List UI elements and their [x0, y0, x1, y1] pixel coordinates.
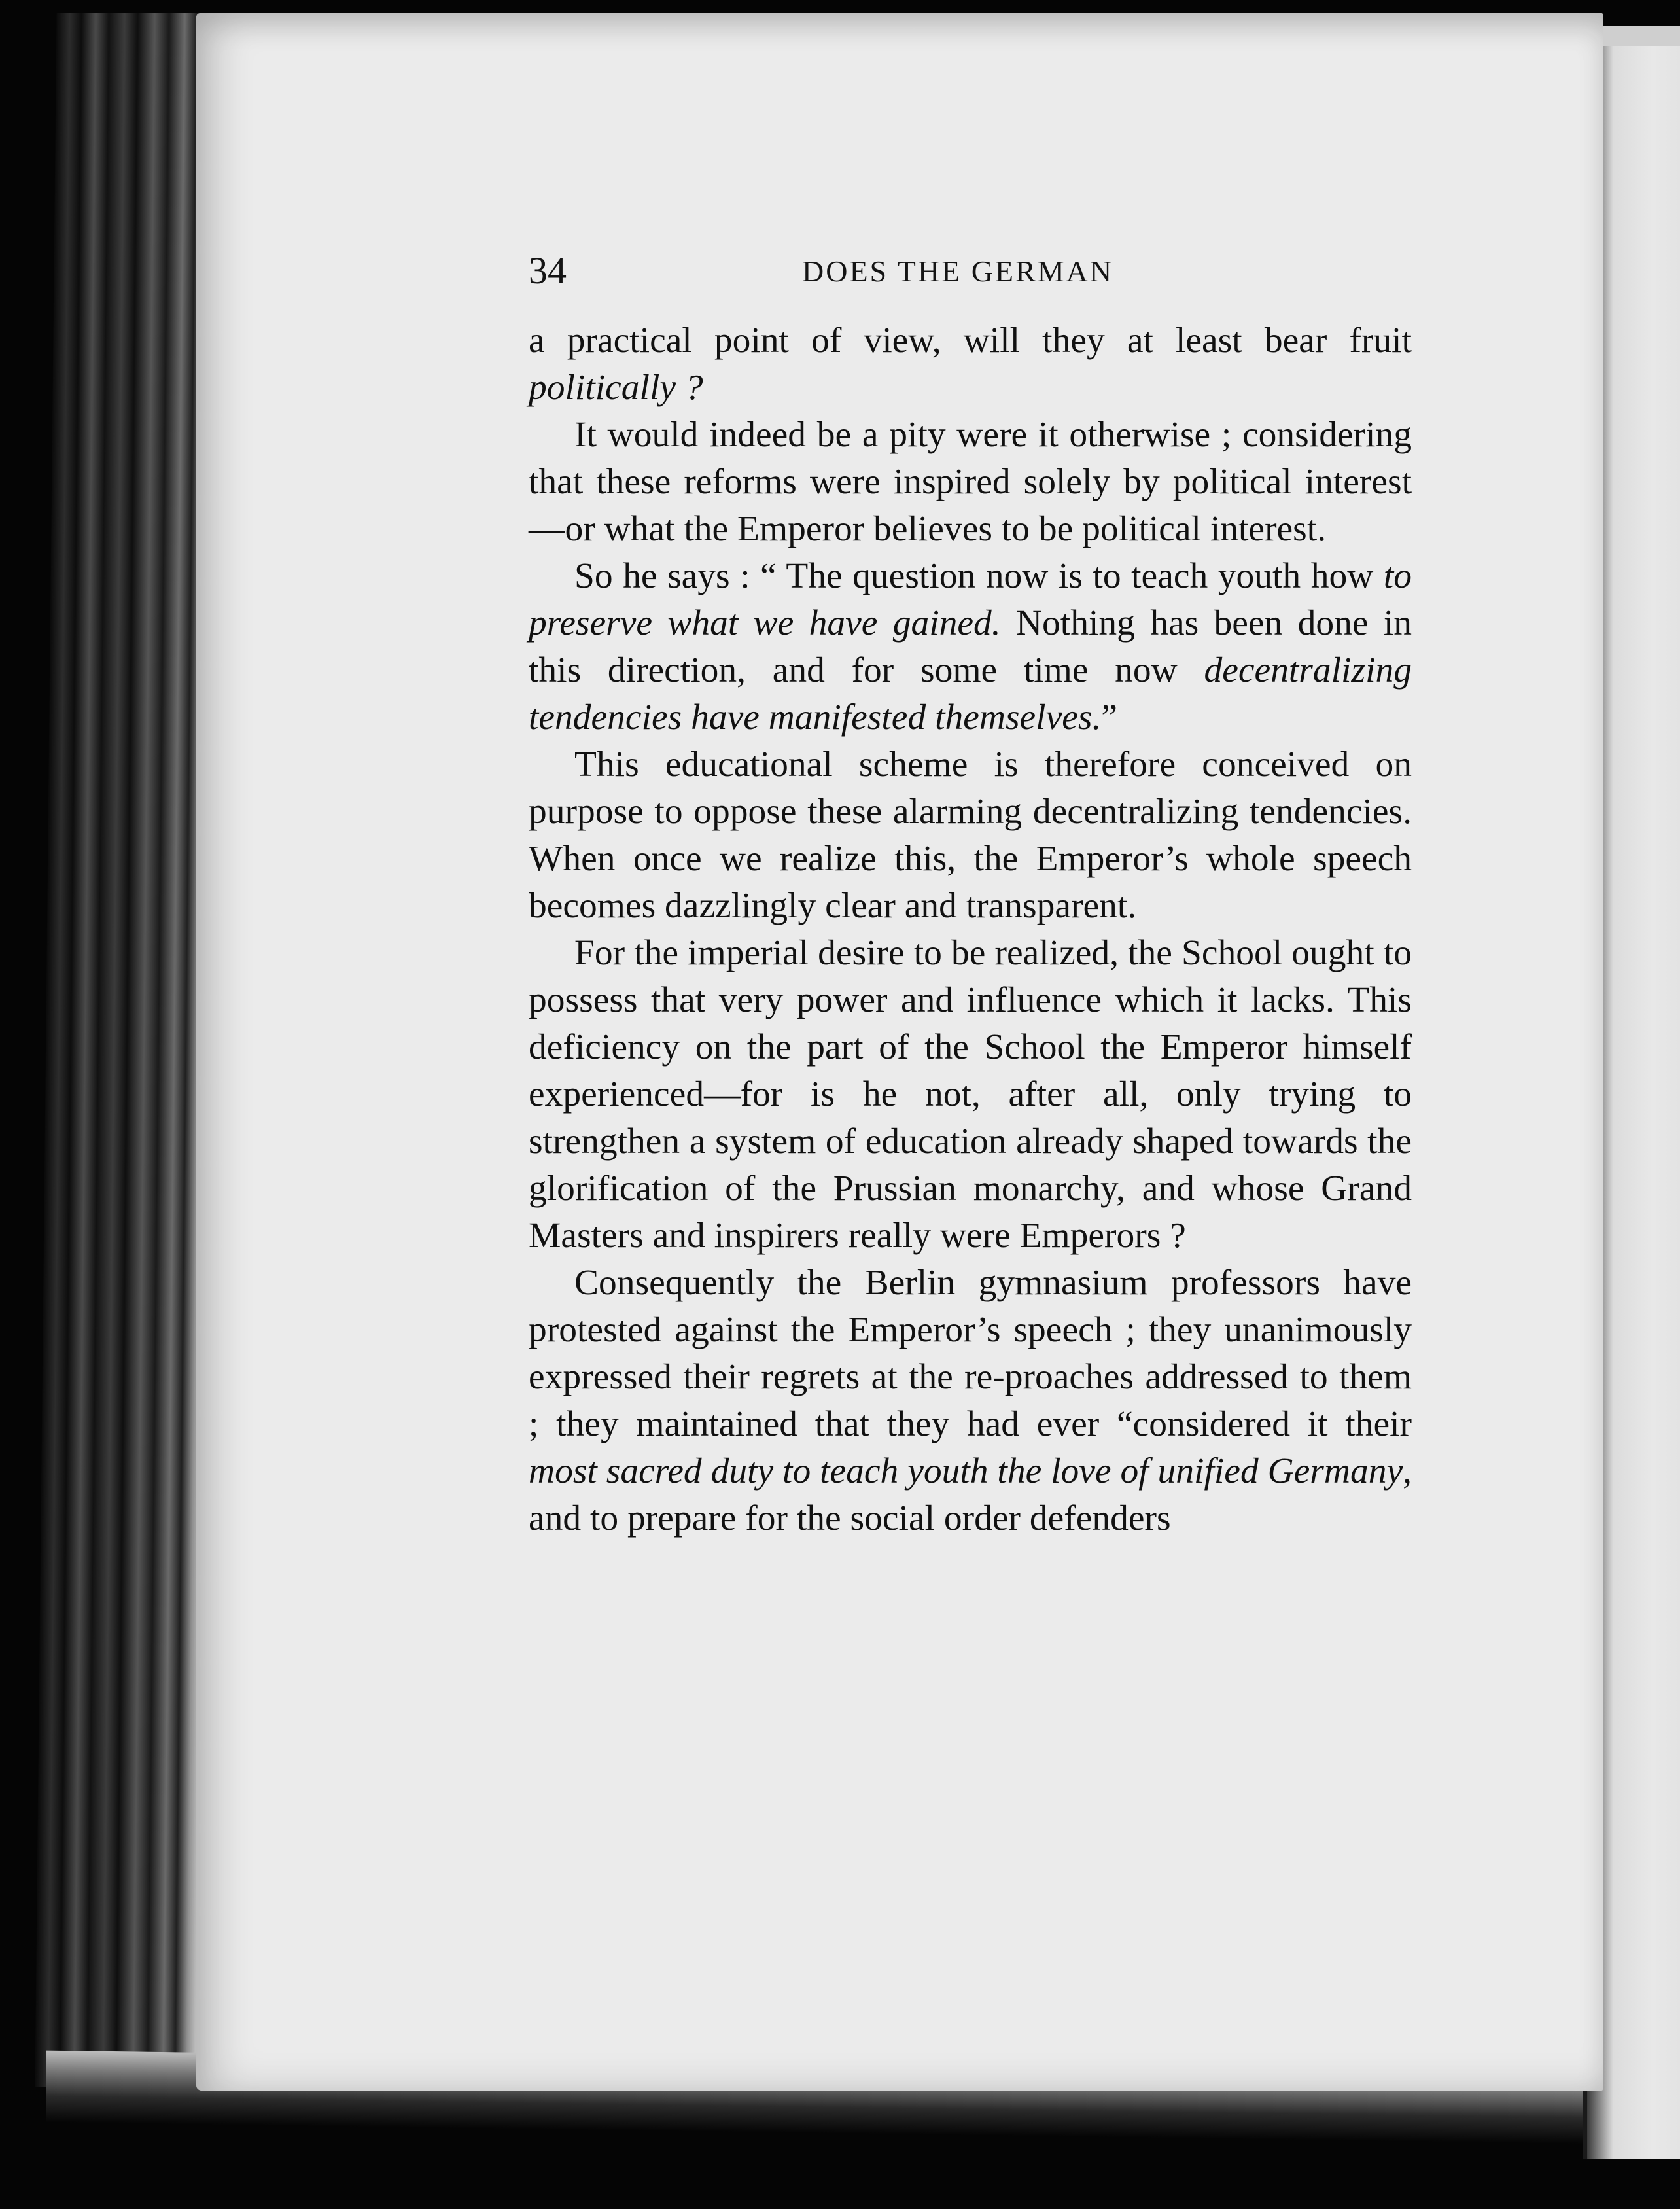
- paragraph: [529, 317, 1412, 412]
- text-run: ”: [1101, 698, 1117, 737]
- body-text: [529, 317, 1412, 1542]
- paragraph: [529, 930, 1412, 1260]
- text-run: a practical point of view, will they at least bear fruit: [529, 321, 1412, 361]
- text-run: It would indeed be a pity were it otherwise ; considering that these reforms were inspired solely by political interest—or what the Emperor believes to be political interest.: [529, 415, 1412, 549]
- page-number: 34: [529, 249, 567, 292]
- paragraph: [529, 1260, 1412, 1542]
- italic-text: most sacred duty to teach youth the love of unified Germany: [529, 1451, 1403, 1491]
- text-run: Consequently the Berlin gymnasium professors have protested against the Emperor’s speech ; they unanimously expressed their regrets at the re-proaches addressed to them ; they maintained that they had ever “considered it their: [529, 1263, 1412, 1444]
- book-page-edges: [35, 13, 220, 2087]
- text-run: For the imperial desire to be realized, the School ought to possess that very power and influence which it lacks. This deficiency on the part of the School the Emperor himself experienced—for is he not, after all, only trying to strengthen a system of education already shaped towards the glorification of the Prussian monarchy, and whose Grand Masters and inspirers really were Emperors ?: [529, 933, 1412, 1256]
- running-head: [529, 249, 1412, 301]
- text-run: This educational scheme is therefore conceived on purpose to oppose these alarming decentralizing tendencies. When once we realize this, the Emperor’s whole speech becomes dazzlingly clear and transparent.: [529, 745, 1412, 926]
- paragraph: [529, 553, 1412, 741]
- running-head-title: DOES THE GERMAN: [802, 255, 1114, 288]
- italic-text: decentralizing tendencies have manifested themselves.: [529, 650, 1412, 737]
- text-run: , and to prepare for the social order defenders: [529, 1451, 1412, 1538]
- text-run: Nothing has been done in this direction, and for some time now: [529, 603, 1412, 690]
- italic-text: to preserve what we have gained.: [529, 556, 1412, 643]
- paragraph: [529, 741, 1412, 930]
- paragraph: [529, 412, 1412, 553]
- text-run: So he says : “ The question now is to teach youth how: [574, 556, 1384, 596]
- italic-text: politically ?: [529, 368, 703, 408]
